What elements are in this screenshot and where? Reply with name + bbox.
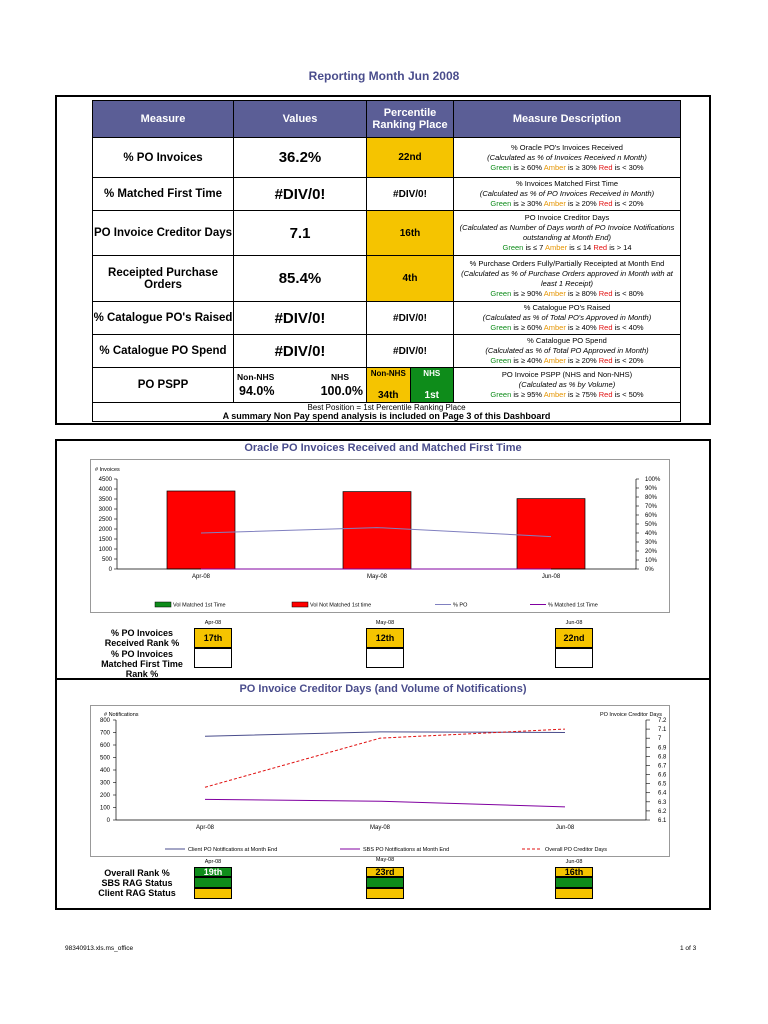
x-tick-label: Jun-08	[555, 825, 575, 831]
overall-rank-box: 16th	[555, 867, 593, 877]
y2-tick-label: 60%	[645, 513, 658, 519]
y-tick-label: 600	[99, 743, 110, 749]
chart1-y-axis-label: # Invoices	[95, 467, 120, 473]
y-tick-label: 0	[106, 818, 110, 824]
header-measure: Measure	[93, 101, 234, 138]
legend-label: Vol Matched 1st Time	[173, 602, 226, 609]
rank-month: Jun-08	[565, 620, 583, 626]
y-tick-label: 0	[108, 567, 112, 573]
chart1-title: Oracle PO Invoices Received and Matched First Time	[244, 442, 522, 454]
y-tick-label: 1500	[98, 537, 112, 543]
footer-filename: 98340913.xls.ms_office	[65, 945, 134, 952]
red-threshold: is < 50%	[614, 390, 644, 399]
legend-label: % PO	[453, 602, 468, 609]
rank-month: May-08	[375, 620, 395, 626]
green-threshold: is ≥ 60%	[513, 323, 543, 332]
header-percentile: Percentile Ranking Place	[367, 101, 454, 138]
pspp-nhs-label: NHS	[331, 372, 349, 382]
green-threshold: is ≥ 90%	[513, 288, 543, 298]
y2-tick-label: 20%	[645, 549, 658, 555]
y2-tick-label: 80%	[645, 495, 658, 501]
page-title: Reporting Month Jun 2008	[308, 69, 460, 83]
y2-tick-label: 6.1	[658, 818, 667, 824]
measure-cell: % Matched First Time	[93, 178, 234, 211]
rank-cell: #DIV/0!	[367, 178, 454, 211]
amber-label: Amber	[543, 390, 566, 399]
rag-thresholds	[456, 199, 678, 209]
pspp-rank-cell	[367, 368, 454, 403]
kpi-table	[92, 100, 681, 422]
y2-tick-label: 7	[658, 736, 662, 743]
rag-thresholds	[456, 289, 678, 299]
pspp-nonnhs-label: Non-NHS	[237, 372, 275, 382]
x-tick-label: May-08	[366, 574, 388, 580]
description-cell	[454, 256, 681, 302]
description-calc: (Calculated as % of Total PO's Approved in Month)	[482, 313, 652, 322]
description-title: % Oracle PO's Invoices Received	[511, 142, 623, 152]
y-tick-label: 100	[99, 805, 110, 812]
y-tick-label: 400	[99, 768, 110, 774]
red-label: Red	[598, 323, 613, 332]
kpi-row	[93, 256, 681, 302]
red-threshold: is < 20%	[614, 356, 644, 365]
y2-tick-label: 90%	[645, 486, 658, 492]
rank-box-empty	[194, 648, 232, 668]
rag-thresholds	[456, 390, 678, 400]
chart2-y2-axis-label: PO Invoice Creditor Days	[599, 712, 662, 718]
y-tick-label: 3500	[98, 497, 112, 503]
chart2-row-label: Overall Rank %	[104, 868, 170, 878]
amber-threshold: is ≤ 14	[569, 243, 592, 252]
kpi-row	[93, 211, 681, 256]
red-label: Red	[593, 243, 608, 252]
rank-cell: #DIV/0!	[367, 302, 454, 335]
pspp-rank-nhs-value: 1st	[424, 390, 439, 401]
measure-cell: % Catalogue PO Spend	[93, 335, 234, 368]
overall-rank-box: 23rd	[366, 867, 404, 877]
footer-page: 1 of 3	[680, 945, 697, 952]
green-label: Green	[502, 243, 524, 252]
x-tick-label: Jun-08	[541, 574, 561, 580]
y2-tick-label: 70%	[645, 504, 658, 510]
red-label: Red	[598, 288, 613, 298]
pspp-nonnhs-value: 94.0%	[239, 384, 275, 398]
chart2-y-axis-label: # Notifications	[104, 712, 139, 718]
red-threshold: is < 40%	[614, 323, 644, 332]
amber-threshold: is ≥ 80%	[567, 288, 597, 298]
green-label: Green	[490, 356, 512, 365]
green-threshold: is ≥ 30%	[513, 199, 543, 208]
amber-label: Amber	[545, 243, 568, 252]
pspp-rank-nonnhs-value: 34th	[377, 390, 399, 401]
amber-label: Amber	[543, 162, 566, 172]
x-tick-label: May-08	[369, 825, 391, 831]
red-threshold: is > 14	[609, 243, 632, 252]
kpi-row	[93, 138, 681, 178]
value-cell: 85.4%	[234, 256, 367, 302]
rank-cell: #DIV/0!	[367, 335, 454, 368]
green-label: Green	[490, 162, 512, 172]
amber-threshold: is ≥ 75%	[567, 390, 597, 399]
rank-box-empty	[555, 648, 593, 668]
red-label: Red	[598, 199, 613, 208]
description-calc: (Calculated as Number of Days worth of PO Invoice Notifications outstanding at Month End)	[459, 223, 675, 242]
y2-tick-label: 6.5	[658, 781, 667, 788]
chart2-frame	[90, 705, 670, 857]
description-calc: (Calculated as % by Volume)	[518, 380, 616, 389]
y2-tick-label: 6.4	[658, 790, 667, 797]
y2-tick-label: 6.2	[658, 808, 667, 815]
y2-tick-label: 6.8	[658, 754, 667, 761]
y-tick-label: 1000	[98, 547, 112, 553]
y-tick-label: 4500	[98, 477, 112, 483]
legend-label: Vol Not Matched 1st time	[310, 602, 372, 609]
red-label: Red	[598, 356, 613, 365]
measure-cell: Receipted Purchase Orders	[93, 256, 234, 302]
measure-cell: % PO Invoices	[93, 138, 234, 178]
measure-cell: PO Invoice Creditor Days	[93, 211, 234, 256]
green-threshold: is ≥ 95%	[513, 390, 543, 399]
rank-cell: 22nd	[367, 138, 454, 178]
rag-thresholds	[456, 323, 678, 333]
y2-tick-label: 0%	[645, 567, 654, 573]
rank-cell: 4th	[367, 256, 454, 302]
description-title: PO Invoice Creditor Days	[524, 213, 610, 222]
description-title: PO Invoice PSPP (NHS and Non-NHS)	[501, 370, 633, 379]
red-label: Red	[598, 390, 613, 399]
rank-box: 22nd	[555, 628, 593, 648]
chart1-rank-label-2: % PO Invoices Matched First Time Rank %	[101, 649, 183, 679]
description-cell	[454, 335, 681, 368]
sbs-rag-box	[194, 877, 232, 888]
y-tick-label: 2000	[98, 527, 112, 533]
description-calc: (Calculated as % of Purchase Orders approved in Month with at least 1 Receipt)	[461, 268, 673, 288]
footnote-best-position: Best Position = 1st Percentile Ranking Place	[307, 403, 466, 412]
red-threshold: is < 30%	[614, 162, 644, 172]
y2-tick-label: 10%	[645, 558, 658, 564]
rank-cell: 16th	[367, 211, 454, 256]
description-title: % Purchase Orders Fully/Partially Receipted at Month End	[469, 258, 665, 268]
amber-label: Amber	[543, 199, 566, 208]
kpi-row-pspp	[93, 368, 681, 403]
sbs-rag-box	[366, 877, 404, 888]
value-cell: #DIV/0!	[234, 178, 367, 211]
red-threshold: is < 80%	[614, 288, 644, 298]
amber-label: Amber	[543, 288, 566, 298]
pspp-rank-nonnhs-label: Non-NHS	[370, 369, 406, 378]
y-tick-label: 3000	[98, 507, 112, 513]
green-threshold: is ≥ 60%	[513, 162, 543, 172]
description-title: % Catalogue PO's Raised	[523, 303, 611, 312]
value-cell: 36.2%	[234, 138, 367, 178]
legend-label: Overall PO Creditor Days	[545, 847, 608, 853]
value-cell: #DIV/0!	[234, 335, 367, 368]
rag-thresholds	[456, 163, 678, 173]
y-tick-label: 300	[99, 780, 110, 787]
amber-threshold: is ≥ 40%	[567, 323, 597, 332]
description-calc: (Calculated as % of Invoices Received n Month)	[487, 152, 647, 162]
client-rag-box	[366, 888, 404, 899]
description-title: % Invoices Matched First Time	[515, 179, 619, 188]
description-title: % Catalogue PO Spend	[527, 336, 607, 345]
description-cell	[454, 178, 681, 211]
green-threshold: is ≥ 40%	[513, 356, 543, 365]
y2-tick-label: 6.9	[658, 745, 667, 752]
overall-rank-box: 19th	[194, 867, 232, 877]
description-cell	[454, 302, 681, 335]
measure-cell: % Catalogue PO's Raised	[93, 302, 234, 335]
y-tick-label: 500	[101, 557, 112, 563]
y2-tick-label: 30%	[645, 540, 658, 546]
footnote	[93, 403, 681, 422]
green-label: Green	[490, 390, 512, 399]
red-threshold: is < 20%	[614, 199, 644, 208]
y2-tick-label: 40%	[645, 531, 658, 537]
y2-tick-label: 50%	[645, 522, 658, 528]
x-tick-label: Apr-08	[191, 574, 211, 580]
amber-threshold: is ≥ 20%	[567, 356, 597, 365]
rag-month: May-08	[375, 857, 395, 863]
legend-label: % Matched 1st Time	[548, 602, 598, 609]
description-cell	[454, 211, 681, 256]
description-cell	[454, 138, 681, 178]
pspp-nhs-rank	[411, 368, 454, 402]
pspp-values-cell	[234, 368, 367, 403]
description-calc: (Calculated as % of Total PO Approved in Month)	[485, 346, 649, 355]
sbs-rag-box	[555, 877, 593, 888]
y2-tick-label: 100%	[645, 477, 661, 483]
rag-thresholds	[456, 356, 678, 366]
measure-cell: PO PSPP	[93, 368, 234, 403]
rag-thresholds	[456, 243, 678, 253]
kpi-row	[93, 178, 681, 211]
y-tick-label: 4000	[98, 487, 112, 493]
y2-tick-label: 7.1	[658, 727, 667, 734]
pspp-nhs-value: 100.0%	[320, 384, 363, 398]
footnote-summary: A summary Non Pay spend analysis is included on Page 3 of this Dashboard	[222, 411, 551, 421]
amber-threshold: is ≥ 30%	[567, 162, 597, 172]
y2-tick-label: 7.2	[658, 718, 667, 724]
y-tick-label: 800	[99, 718, 110, 724]
y-tick-label: 700	[99, 730, 110, 737]
legend-label: Client PO Notifications at Month End	[188, 847, 278, 853]
amber-label: Amber	[543, 323, 566, 332]
chart2-row-label: Client RAG Status	[98, 888, 176, 898]
amber-threshold: is ≥ 20%	[567, 199, 597, 208]
description-cell	[454, 368, 681, 403]
y2-tick-label: 6.6	[658, 772, 667, 779]
description-calc: (Calculated as % of PO Invoices Received in Month)	[479, 189, 655, 198]
chart2-row-label: SBS RAG Status	[101, 878, 173, 888]
header-values: Values	[234, 101, 367, 138]
chart1-rank-label: % PO Invoices Received Rank %	[104, 628, 180, 648]
rag-month: Jun-08	[565, 859, 583, 865]
y2-tick-label: 6.3	[658, 799, 667, 806]
pspp-rank-nhs-label: NHS	[423, 369, 441, 378]
value-cell: 7.1	[234, 211, 367, 256]
client-rag-box	[194, 888, 232, 899]
y-tick-label: 2500	[98, 517, 112, 523]
red-label: Red	[598, 162, 613, 172]
y-tick-label: 500	[99, 755, 110, 762]
kpi-row	[93, 335, 681, 368]
y2-tick-label: 6.7	[658, 763, 667, 770]
green-label: Green	[490, 199, 512, 208]
chart1-frame	[90, 459, 670, 613]
rank-box: 12th	[366, 628, 404, 648]
chart2-title: PO Invoice Creditor Days (and Volume of Notifications)	[239, 683, 527, 695]
green-threshold: is ≤ 7	[525, 243, 544, 252]
rank-box-empty	[366, 648, 404, 668]
rag-month: Apr-08	[204, 859, 222, 865]
y-tick-label: 200	[99, 793, 110, 799]
amber-label: Amber	[543, 356, 566, 365]
rank-box: 17th	[194, 628, 232, 648]
value-cell: #DIV/0!	[234, 302, 367, 335]
client-rag-box	[555, 888, 593, 899]
legend-label: SBS PO Notifications at Month End	[363, 847, 450, 853]
rank-month: Apr-08	[204, 620, 222, 626]
pspp-nonnhs-rank	[367, 368, 411, 402]
header-description: Measure Description	[454, 101, 681, 138]
green-label: Green	[490, 323, 512, 332]
kpi-row	[93, 302, 681, 335]
green-label: Green	[490, 288, 512, 298]
x-tick-label: Apr-08	[195, 825, 215, 831]
